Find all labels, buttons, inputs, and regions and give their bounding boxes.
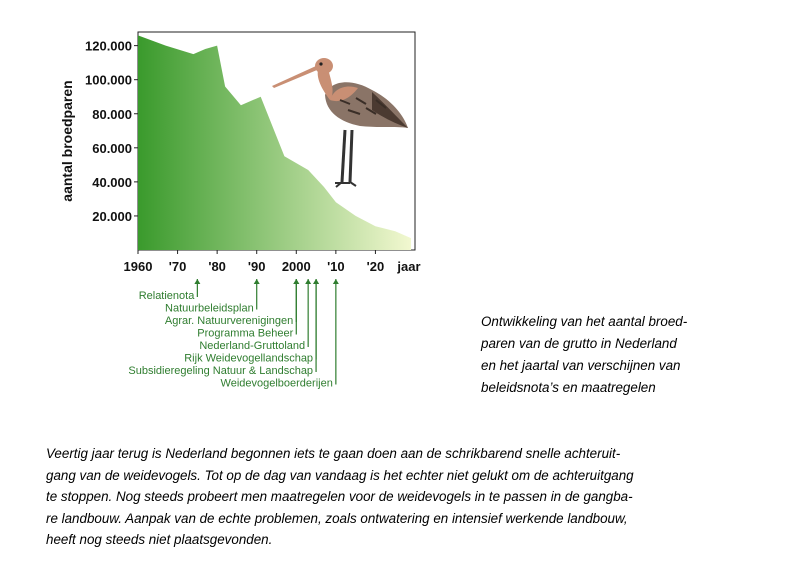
body-line: re landbouw. Aanpak van de echte problemen, zoals ontwatering en intensief werkende landbouw, <box>46 510 628 526</box>
body-paragraph <box>46 443 766 551</box>
policy-event-arrowhead <box>313 279 319 284</box>
body-line: gang van de weidevogels. Tot op de dag van vandaag is het echter niet gelukt om de achteruitgang <box>46 467 634 483</box>
caption-line: Ontwikkeling van het aantal broed- <box>481 314 688 329</box>
policy-event-arrowhead <box>194 279 200 284</box>
policy-event-arrowhead <box>254 279 260 284</box>
policy-event-label: Agrar. Natuurverenigingen <box>164 315 294 327</box>
x-tick-label: '70 <box>168 259 187 274</box>
x-axis-label: jaar <box>397 259 421 274</box>
policy-event-arrowhead <box>293 279 299 284</box>
x-tick-label: 2000 <box>281 259 311 274</box>
body-line: Veertig jaar terug is Nederland begonnen iets te gaan doen aan de schrikbarend snelle achteruit- <box>46 446 621 461</box>
policy-event-label: Subsidieregeling Natuur & Landschap <box>128 365 314 377</box>
y-tick-label: 20.000 <box>92 208 132 224</box>
x-tick-label: '10 <box>327 259 345 274</box>
caption-line: en het jaartal van verschijnen van <box>481 358 681 373</box>
population-area <box>138 35 411 250</box>
caption-line: paren van de grutto in Nederland <box>481 336 677 351</box>
y-tick-label: 60.000 <box>92 140 132 156</box>
x-tick-label: 1960 <box>123 259 153 274</box>
y-axis-label: aantal broedparen <box>59 80 75 202</box>
y-tick-label: 80.000 <box>92 106 132 122</box>
caption-line: beleidsnota’s en maatregelen <box>481 380 656 395</box>
policy-event-label: Weidevogelboerderijen <box>220 377 333 390</box>
policy-event-label: Programma Beheer <box>197 327 294 340</box>
y-tick-label: 40.000 <box>92 174 132 190</box>
y-tick-label: 100.000 <box>85 72 132 88</box>
policy-event-label: Rijk Weidevogellandschap <box>184 352 314 365</box>
body-line: te stoppen. Nog steeds probeert men maatregelen voor de weidevogels in te passen in de gangba- <box>46 489 633 504</box>
y-tick-label: 120.000 <box>85 38 132 54</box>
x-tick-label: '80 <box>208 259 226 274</box>
chart-caption <box>481 311 781 399</box>
policy-event-arrowhead <box>305 279 311 284</box>
policy-event-arrowhead <box>333 279 339 284</box>
body-line: heeft nog steeds niet plaatsgevonden. <box>46 532 273 547</box>
policy-event-label: Nederland-Gruttoland <box>199 340 306 352</box>
policy-event-label: Natuurbeleidsplan <box>165 302 254 315</box>
policy-event-label: Relatienota <box>138 290 195 302</box>
x-tick-label: '90 <box>247 259 266 274</box>
x-tick-label: '20 <box>366 259 385 274</box>
